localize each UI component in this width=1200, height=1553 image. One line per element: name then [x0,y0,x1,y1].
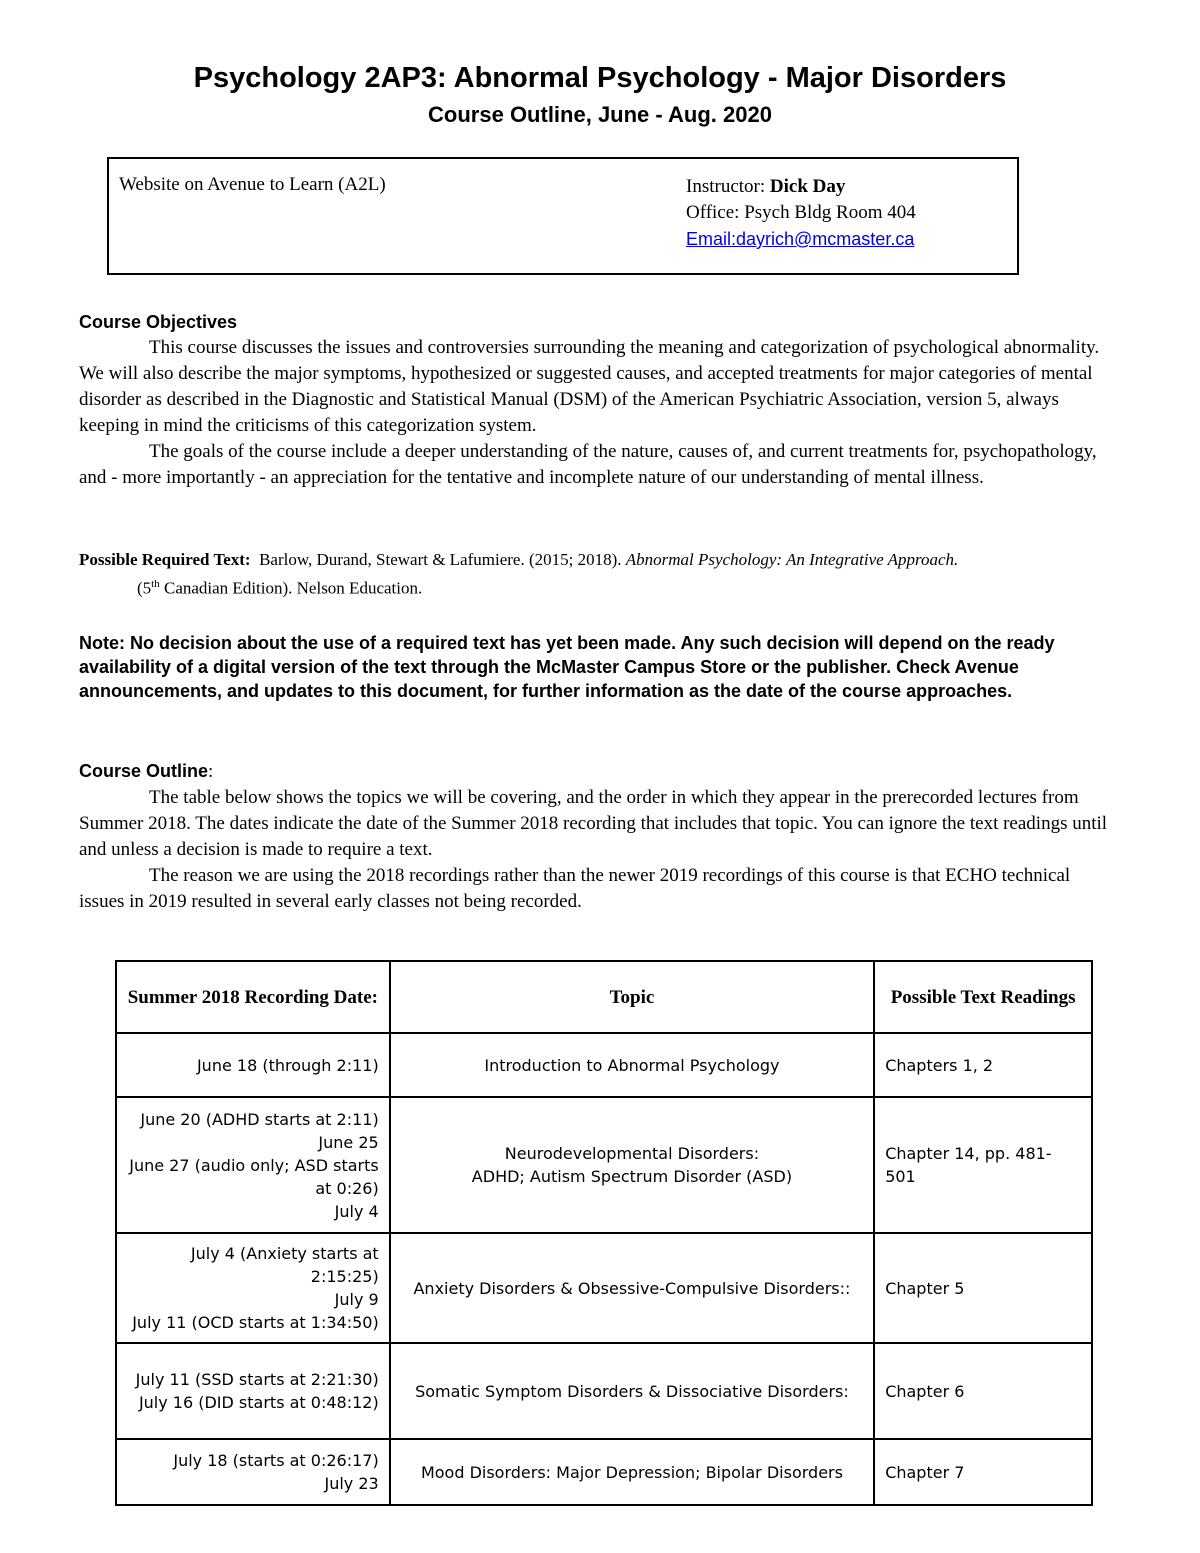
website-info: Website on Avenue to Learn (A2L) [119,174,386,195]
note-paragraph: Note: No decision about the use of a required text has yet been made. Any such decision will depend on the ready availability of a digital version of the text through the McMaster Campus Store or the publisher. Check Avenue announcements, and updates to this document, for further information as the date of the course approaches. [79,633,1055,701]
header-readings: Possible Text Readings [874,961,1092,1033]
recording-date: July 11 (SSD starts at 2:21:30) [135,1370,379,1389]
recording-date: June 20 (ADHD starts at 2:11) [140,1109,379,1129]
outline-heading: Course Outline [79,761,209,781]
recording-date: July 4 [334,1201,379,1221]
recording-date: June 18 (through 2:11) [196,1055,379,1075]
office-line: Office: Psych Bldg Room 404 [686,202,916,223]
recording-date: July 18 (starts at 0:26:17) [173,1451,379,1470]
instructor-info [686,174,916,253]
recording-date: July 16 (DID starts at 0:48:12) [138,1393,379,1412]
recording-date: July 23 [324,1474,379,1493]
required-text-edition: (5th Canadian Edition). Nelson Education. [137,578,423,598]
recording-date-cell [116,1233,390,1343]
readings-cell: Chapter 5 [874,1233,1092,1343]
outline-paragraph-1: The table below shows the topics we will be covering, and the order in which they appear in the prerecorded lectures from Summer 2018. The dates indicate the date of the Summer 2018 recording that includes that topic. You can ignore the text readings until and unless a decision is made to require a text. [79,787,1108,860]
table-row [116,1343,1092,1439]
topic-cell: Anxiety Disorders & Obsessive-Compulsive Disorders:: [390,1233,874,1343]
table-row [116,1439,1092,1505]
topic-cell: Mood Disorders: Major Depression; Bipolar Disorders [390,1439,874,1505]
outline-section: Course Outline: The table below shows the topics we will be covering, and the order in which they appear in the prerecorded lectures from Summer 2018. The dates indicate the date of the Summer 2018 recording that includes that topic. You can ignore the text readings until and unless a decision is made to require a text. The reason we are using the 2018 recordings rather than the newer 2019 recordings of this course is that ECHO technical issues in 2019 resulted in several early classes not being recorded. [79,758,1119,915]
instructor-label: Instructor: [686,176,770,197]
recording-date: July 9 [334,1290,379,1309]
recording-date: June 27 (audio only; ASD starts at 0:26) [129,1155,379,1198]
readings-cell: Chapters 1, 2 [874,1033,1092,1097]
objectives-heading: Course Objectives [79,312,238,332]
recording-date-cell [116,1439,390,1505]
course-schedule-table [115,960,1093,1506]
required-text-book: Abnormal Psychology: An Integrative Approach. [625,550,959,569]
instructor-line [686,174,916,200]
table-header-row [116,961,1092,1033]
recording-date-cell [116,1097,390,1233]
recording-date-cell [116,1343,390,1439]
readings-cell: Chapter 7 [874,1439,1092,1505]
objectives-paragraph-1: This course discusses the issues and controversies surrounding the meaning and categorization of psychological abnormality. We will also describe the major symptoms, hypothesized or suggested causes, and accepted treatments for major categories of mental disorder as described in the Diagnostic and Statistical Manual (DSM) of the American Psychiatric Association, version 5, always keeping in mind the criticisms of this categorization system. [79,337,1100,436]
topic-cell: Neurodevelopmental Disorders: ADHD; Autism Spectrum Disorder (ASD) [390,1097,874,1233]
readings-cell: Chapter 14, pp. 481-501 [874,1097,1092,1233]
topic-cell: Introduction to Abnormal Psychology [390,1033,874,1097]
topic-cell: Somatic Symptom Disorders & Dissociative Disorders: [390,1343,874,1439]
document-title: Psychology 2AP3: Abnormal Psychology - Major Disorders [193,62,1007,94]
required-text-section [79,548,1119,601]
required-text-authors: Barlow, Durand, Stewart & Lafumiere. (2015; 2018). [259,550,626,569]
required-text-label: Possible Required Text: [79,550,251,569]
outline-paragraph-2: The reason we are using the 2018 recordings rather than the newer 2019 recordings of this course is that ECHO technical issues in 2019 resulted in several early classes not being recorded. [79,865,1071,912]
recording-date-cell [116,1033,390,1097]
table-row [116,1033,1092,1097]
document-subtitle: Course Outline, June - Aug. 2020 [428,102,772,127]
table-body [116,1033,1092,1505]
email-link[interactable]: Email:dayrich@mcmaster.ca [686,229,915,249]
objectives-paragraph-2: The goals of the course include a deeper understanding of the nature, causes of, and current treatments for, psychopathology, and - more importantly - an appreciation for the tentative and incomplete nature of our understanding of mental illness. [79,441,1097,488]
header-recording-date: Summer 2018 Recording Date: [116,961,390,1033]
recording-date: July 4 (Anxiety starts at 2:15:25) [190,1244,379,1286]
instructor-name: Dick Day [769,176,846,197]
readings-cell: Chapter 6 [874,1343,1092,1439]
table-row [116,1233,1092,1343]
course-info-box [107,157,1019,275]
recording-date: July 11 (OCD starts at 1:34:50) [132,1313,379,1332]
objectives-section [79,309,1119,491]
recording-date: June 25 [318,1132,379,1152]
table-row [116,1097,1092,1233]
header-topic: Topic [390,961,874,1033]
